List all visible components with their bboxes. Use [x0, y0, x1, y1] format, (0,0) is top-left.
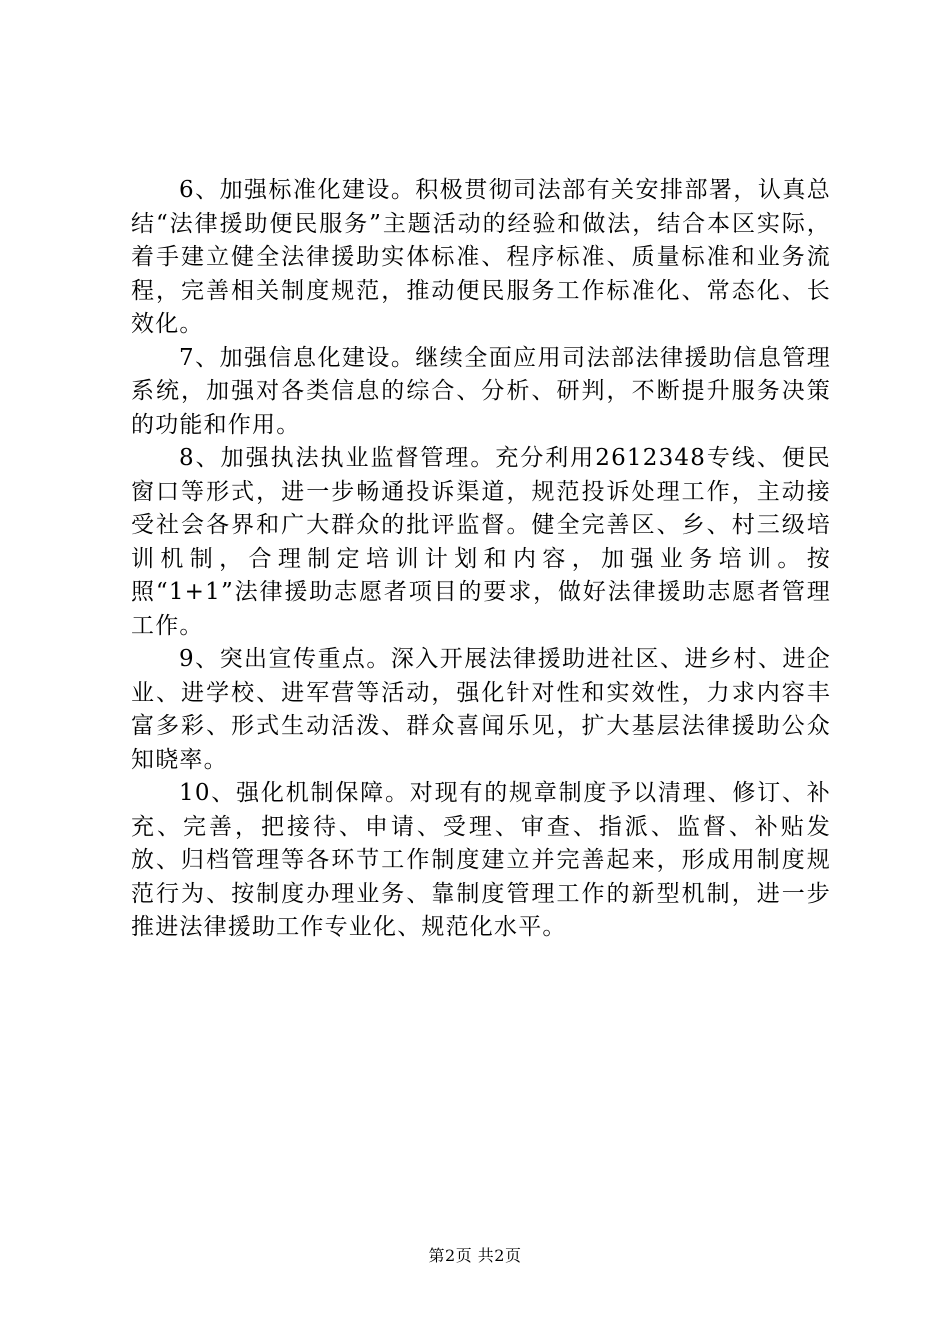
paragraph-item-6: 6、加强标准化建设。积极贯彻司法部有关安排部署，认真总结“法律援助便民服务”主题活动的经验和做法，结合本区实际，着手建立健全法律援助实体标准、程序标准、质量标准和业务流程，完善相关制度规范，推动便民服务工作标准化、常态化、长效化。	[131, 177, 831, 337]
paragraph-item-10: 10、强化机制保障。对现有的规章制度予以清理、修订、补充、完善，把接待、申请、受理、审查、指派、监督、补贴发放、归档管理等各环节工作制度建立并完善起来，形成用制度规范行为、按制度办理业务、靠制度管理工作的新型机制，进一步推进法律援助工作专业化、规范化水平。	[131, 780, 831, 940]
page-number-footer: 第2页 共2页	[428, 1246, 522, 1265]
paragraph-item-7: 7、加强信息化建设。继续全面应用司法部法律援助信息管理系统，加强对各类信息的综合、分析、研判，不断提升服务决策的功能和作用。	[131, 344, 831, 438]
paragraph-item-9: 9、突出宣传重点。深入开展法律援助进社区、进乡村、进企业、进学校、进军营等活动，强化针对性和实效性，力求内容丰富多彩、形式生动活泼、群众喜闻乐见，扩大基层法律援助公众知晓率。	[131, 646, 831, 773]
paragraph-item-8: 8、加强执法执业监督管理。充分利用2612348专线、便民窗口等形式，进一步畅通投诉渠道，规范投诉处理工作，主动接受社会各界和广大群众的批评监督。健全完善区、乡、村三级培训机制，合理制定培训计划和内容，加强业务培训。按照“1+1”法律援助志愿者项目的要求，做好法律援助志愿者管理工作。	[131, 445, 831, 639]
document-body	[131, 174, 831, 945]
